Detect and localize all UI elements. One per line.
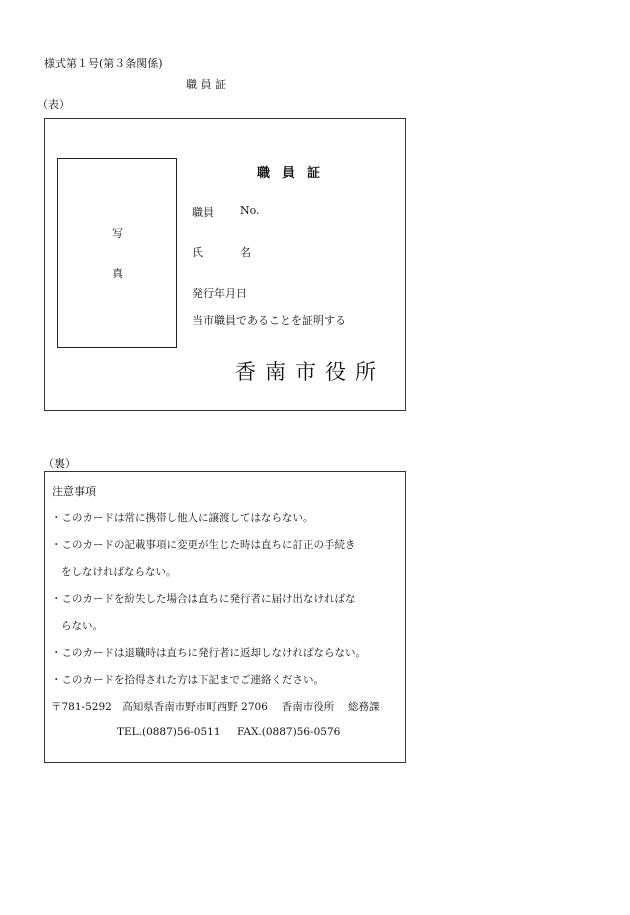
certification-text: 当市職員であることを証明する bbox=[192, 314, 346, 327]
note-item-1: ・このカードは常に携帯し他人に譲渡してはならない。 bbox=[51, 512, 314, 524]
contact-fax: FAX.(0887)56-0576 bbox=[237, 726, 341, 738]
note-item-3-cont: らない。 bbox=[61, 620, 103, 632]
contact-tel: TEL.(0887)56-0511 bbox=[117, 726, 221, 738]
card-back bbox=[44, 471, 406, 763]
note-item-3: ・このカードを紛失した場合は直ちに発行者に届け出なければな bbox=[51, 593, 356, 605]
contact-address: 〒781-5292 高知県香南市野市町西野 2706 香南市役所 総務課 bbox=[51, 701, 380, 713]
issuer-name: 香南市役所 bbox=[235, 360, 385, 384]
notes-heading: 注意事項 bbox=[52, 485, 96, 498]
card-title: 職員証 bbox=[257, 166, 333, 181]
card-front bbox=[44, 118, 406, 411]
staff-number-label: No. bbox=[240, 204, 260, 217]
note-item-2-cont: をしなければならない。 bbox=[61, 566, 177, 578]
photo-label-top: 写 bbox=[112, 227, 123, 240]
front-side-label: （表） bbox=[37, 98, 70, 111]
staff-field-label: 職員 bbox=[192, 206, 214, 219]
name-label-second: 名 bbox=[240, 246, 251, 259]
note-item-2: ・このカードの記載事項に変更が生じた時は直ちに訂正の手続き bbox=[51, 539, 356, 551]
photo-label-bottom: 真 bbox=[112, 267, 123, 280]
photo-box bbox=[57, 158, 177, 348]
note-item-5: ・このカードを拾得された方は下記までご連絡ください。 bbox=[51, 674, 324, 686]
issue-date-label: 発行年月日 bbox=[192, 287, 247, 300]
note-item-4: ・このカードは退職時は直ちに発行者に返却しなければならない。 bbox=[51, 647, 366, 659]
name-label-first: 氏 bbox=[192, 246, 203, 259]
back-side-label: （裏） bbox=[43, 457, 76, 470]
document-title: 職 員 証 bbox=[186, 78, 226, 91]
form-number: 様式第１号(第３条関係) bbox=[44, 57, 163, 70]
